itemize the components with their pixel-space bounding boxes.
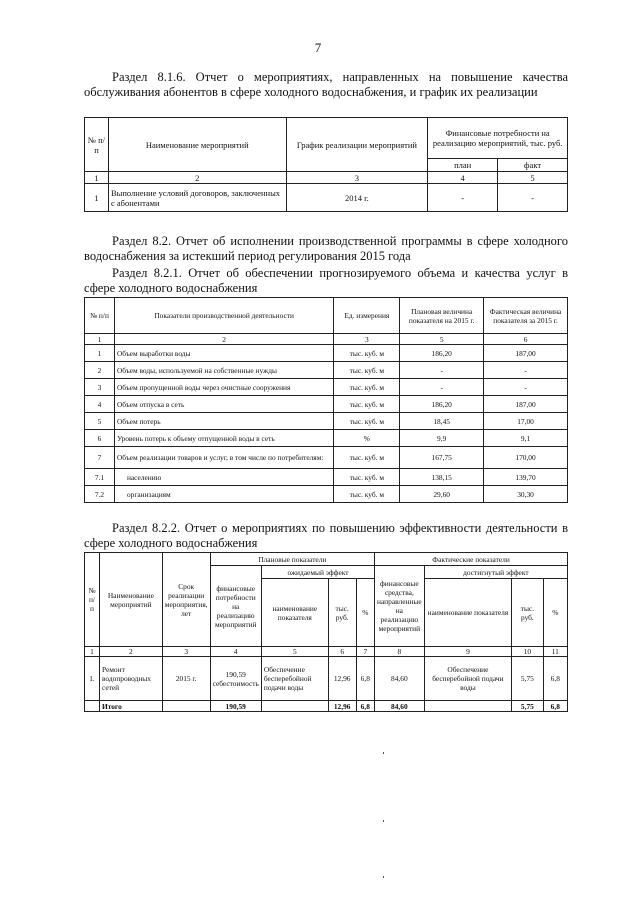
- table-row: [85, 447, 568, 469]
- col-number: 5: [498, 172, 568, 184]
- table-row: [85, 345, 568, 362]
- volume-quality-table: [84, 297, 568, 503]
- header-plan: Плановая величина показателя на 2015 г.: [400, 298, 484, 334]
- col-number: 4: [428, 172, 498, 184]
- row-num: 2: [85, 362, 115, 379]
- total-finance-spent: 84,60: [375, 701, 425, 712]
- col-number: 9: [424, 647, 512, 657]
- row-unit: %: [334, 430, 400, 447]
- row-term: 2015 г.: [162, 657, 210, 701]
- row-indicator: Объем пропущенной воды через очистные сооружения: [114, 379, 333, 396]
- row-plan: 186,20: [400, 345, 484, 362]
- row-effect-2: Обеспечение бесперебойной подачи воды: [424, 657, 512, 701]
- col-number: 3: [162, 647, 210, 657]
- row-num: 7.2: [85, 486, 115, 503]
- header-thousand-rub: тыс. руб.: [328, 579, 356, 647]
- row-indicator: Уровень потерь к объему отпущенной воды в сеть: [114, 430, 333, 447]
- row-fact: 187,00: [484, 345, 568, 362]
- row-rub-2: 5,75: [512, 657, 543, 701]
- row-indicator: Объем реализации товаров и услуг, в том числе по потребителям:: [114, 447, 333, 469]
- page-number: 7: [314, 40, 322, 55]
- row-unit: тыс. куб. м: [334, 469, 400, 486]
- row-unit: тыс. куб. м: [334, 362, 400, 379]
- table-row: [85, 362, 568, 379]
- row-name: Ремонт водопроводных сетей: [99, 657, 162, 701]
- row-indicator: Объем выработки воды: [114, 345, 333, 362]
- row-fact: 139,70: [484, 469, 568, 486]
- row-indicator: Объем потерь: [114, 413, 333, 430]
- header-schedule: График реализации мероприятий: [286, 118, 428, 172]
- total-effect: [261, 701, 328, 712]
- header-percent-2: %: [543, 579, 567, 647]
- row-plan: 138,15: [400, 469, 484, 486]
- row-indicator: населению: [114, 469, 333, 486]
- total-rub: 12,96: [328, 701, 356, 712]
- row-fact: 187,00: [484, 396, 568, 413]
- col-number: 4: [210, 647, 261, 657]
- scan-speck: [383, 876, 384, 878]
- row-num: 1.: [85, 657, 100, 701]
- row-num: 1: [85, 184, 109, 212]
- table-row: [85, 184, 568, 212]
- header-num: № п/ п: [85, 553, 100, 647]
- col-number: 1: [85, 334, 115, 345]
- header-finance-need: финансовые потребности на реализацию мероприятий: [210, 566, 261, 647]
- row-num: 7: [85, 447, 115, 469]
- total-label: Итого: [99, 701, 162, 712]
- row-unit: тыс. куб. м: [334, 447, 400, 469]
- col-number: 5: [400, 334, 484, 345]
- header-fact: Фактическая величина показателя за 2015 г.: [484, 298, 568, 334]
- efficiency-measures-table: [84, 552, 568, 712]
- row-plan: 18,45: [400, 413, 484, 430]
- row-num: 3: [85, 379, 115, 396]
- header-unit: Ед. измерения: [334, 298, 400, 334]
- header-effect-name: наименование показателя: [261, 579, 328, 647]
- total-pct: 6,8: [356, 701, 374, 712]
- header-plan: план: [428, 159, 498, 172]
- row-unit: тыс. куб. м: [334, 486, 400, 503]
- row-plan: -: [400, 362, 484, 379]
- row-fact: -: [484, 362, 568, 379]
- table-row: [85, 396, 568, 413]
- header-expected-effect: ожидаемый эффект: [261, 566, 374, 579]
- row-fact: 17,00: [484, 413, 568, 430]
- header-percent: %: [356, 579, 374, 647]
- row-plan: 167,75: [400, 447, 484, 469]
- row-plan: 9,9: [400, 430, 484, 447]
- table-row: [85, 413, 568, 430]
- row-rub: 12,96: [328, 657, 356, 701]
- scan-speck: [383, 752, 384, 754]
- row-unit: тыс. куб. м: [334, 379, 400, 396]
- row-plan: 186,20: [400, 396, 484, 413]
- row-pct-2: 6,8: [543, 657, 567, 701]
- col-number: 7: [356, 647, 374, 657]
- col-number: 2: [114, 334, 333, 345]
- col-number: 1: [85, 647, 100, 657]
- col-number: 6: [328, 647, 356, 657]
- scan-speck: [383, 820, 384, 822]
- header-num: № п/п: [85, 298, 115, 334]
- header-term: Срок реализации мероприятия, лет: [162, 553, 210, 647]
- header-actual: Фактические показатели: [375, 553, 568, 566]
- header-num: № п/п: [85, 118, 109, 172]
- total-row: [85, 701, 568, 712]
- header-thousand-rub-2: тыс. руб.: [512, 579, 543, 647]
- row-num: 5: [85, 413, 115, 430]
- header-name: Наименование мероприятий: [108, 118, 286, 172]
- row-fact: -: [484, 379, 568, 396]
- header-indicator: Показатели производственной деятельности: [114, 298, 333, 334]
- row-effect: Обеспечение бесперебойной подачи воды: [261, 657, 328, 701]
- header-name: Наименование мероприятий: [99, 553, 162, 647]
- row-fact: -: [498, 184, 568, 212]
- row-indicator: Объем воды, используемой на собственные нужды: [114, 362, 333, 379]
- col-number: 10: [512, 647, 543, 657]
- header-finance-spent: финансовые средства, направленные на реализацию мероприятий: [375, 566, 425, 647]
- row-finance-need: 190,59 себестоимость: [210, 657, 261, 701]
- total-finance-need: 190,59: [210, 701, 261, 712]
- row-indicator: Объем отпуска в сеть: [114, 396, 333, 413]
- row-fact: 30,30: [484, 486, 568, 503]
- col-number: 1: [85, 172, 109, 184]
- col-number: 5: [261, 647, 328, 657]
- row-plan: -: [400, 379, 484, 396]
- col-number: 6: [484, 334, 568, 345]
- table-row: [85, 657, 568, 701]
- total-pct-2: 6,8: [543, 701, 567, 712]
- row-unit: тыс. куб. м: [334, 396, 400, 413]
- row-unit: тыс. куб. м: [334, 413, 400, 430]
- col-number: 2: [108, 172, 286, 184]
- row-schedule: 2014 г.: [286, 184, 428, 212]
- total-term: [162, 701, 210, 712]
- total-effect-2: [424, 701, 512, 712]
- section-8-2-2-title: Раздел 8.2.2. Отчет о мероприятиях по повышению эффективности деятельности в сфере холодного водоснабжения: [84, 521, 568, 550]
- row-num: 6: [85, 430, 115, 447]
- row-finance-spent: 84,60: [375, 657, 425, 701]
- row-plan: 29,60: [400, 486, 484, 503]
- row-unit: тыс. куб. м: [334, 345, 400, 362]
- total-num: [85, 701, 100, 712]
- measures-quality-table: [84, 117, 568, 212]
- row-indicator: организациям: [114, 486, 333, 503]
- total-rub-2: 5,75: [512, 701, 543, 712]
- row-name: Выполнение условий договоров, заключенных с абонентами: [108, 184, 286, 212]
- section-8-2-1-title: Раздел 8.2.1. Отчет об обеспечении прогнозируемого объема и качества услуг в сфере холодного водоснабжения: [84, 266, 568, 295]
- table-row: [85, 379, 568, 396]
- col-number: 3: [286, 172, 428, 184]
- row-num: 1: [85, 345, 115, 362]
- row-pct: 6,8: [356, 657, 374, 701]
- col-number: 11: [543, 647, 567, 657]
- col-number: 8: [375, 647, 425, 657]
- col-number: 2: [99, 647, 162, 657]
- table-row: [85, 430, 568, 447]
- row-fact: 9,1: [484, 430, 568, 447]
- table-row: [85, 469, 568, 486]
- header-fact: факт: [498, 159, 568, 172]
- header-effect-name-2: наименование показателя: [424, 579, 512, 647]
- header-finance: Финансовые потребности на реализацию мероприятий, тыс. руб.: [428, 118, 568, 159]
- table-row: [85, 486, 568, 503]
- row-num: 4: [85, 396, 115, 413]
- section-8-2-title: Раздел 8.2. Отчет об исполнении производственной программы в сфере холодного водоснабжения за истекший период регулирования 2015 года: [84, 234, 568, 263]
- row-num: 7.1: [85, 469, 115, 486]
- section-8-1-6-title: Раздел 8.1.6. Отчет о мероприятиях, направленных на повышение качества обслуживания абонентов в сфере холодного водоснабжения, и график их реализации: [84, 70, 568, 99]
- row-fact: 170,00: [484, 447, 568, 469]
- row-plan: -: [428, 184, 498, 212]
- col-number: 3: [334, 334, 400, 345]
- header-achieved-effect: достигнутый эффект: [424, 566, 567, 579]
- header-planned: Плановые показатели: [210, 553, 374, 566]
